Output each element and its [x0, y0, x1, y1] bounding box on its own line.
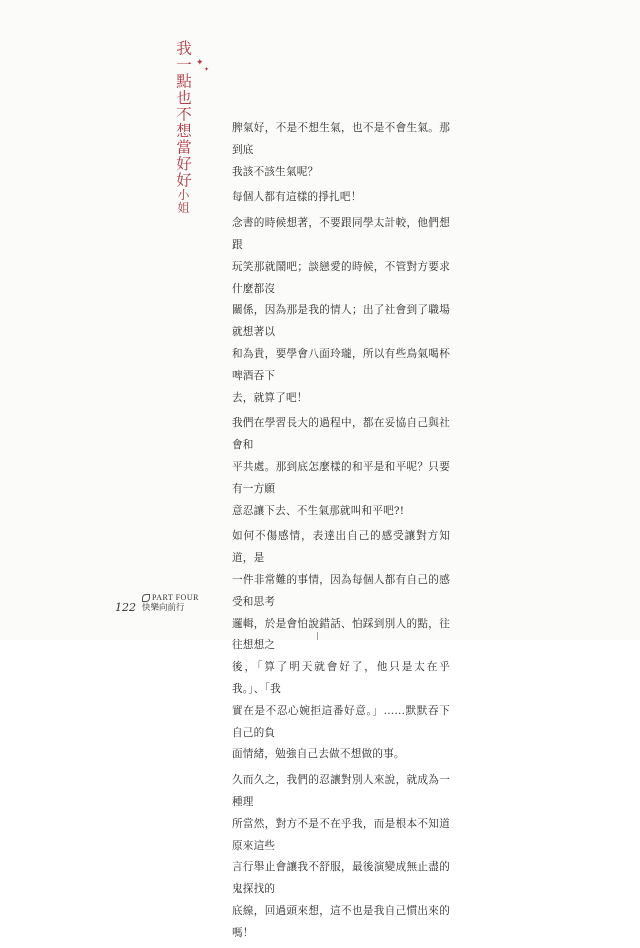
part-title: 快樂向前行: [142, 603, 185, 613]
sparkle-icon: ✦: [196, 58, 204, 68]
page-footer: [115, 592, 199, 614]
part-label-block: [142, 592, 199, 614]
paragraph-1: 脾氣好，不是不想生氣，也不是不會生氣。那到底 我該不該生氣呢？: [232, 122, 450, 178]
chapter-title-main: 我一點也不想當好好: [174, 40, 192, 189]
paragraph-4: 我們在學習長大的過程中，都在妥協自己與社會和 平共處。那到底怎麼樣的和平是和平呢？只要有一方願 意忍讓下去、不生氣那就叫和平吧?!: [232, 417, 450, 517]
paragraph-3: 念書的時候想著，不要跟同學太計較，他們想跟 玩笑那就鬧吧；談戀愛的時候，不管對方要求什麼都沒 關係，因為那是我的情人；出了社會到了職場就想著以 和為貴，要學會八面玲瓏，所以有些鳥氣喝杯啤酒吞下 去，就算了吧！: [232, 217, 450, 404]
body-text: [232, 118, 450, 948]
sparkle-small-icon: ✦: [204, 66, 210, 73]
part-label-text: PART FOUR: [152, 593, 199, 602]
part-label: [142, 592, 199, 603]
chapter-title-small: 小姐: [176, 188, 190, 215]
binding-mark: [317, 632, 318, 640]
paragraph-2: 每個人都有這樣的掙扎吧！: [232, 191, 362, 204]
page-number: 122: [115, 601, 136, 614]
leaf-icon: [142, 594, 150, 602]
chapter-side-title: [168, 40, 194, 215]
paragraph-5: 如何不傷感情，表達出自己的感受讓對方知道，是 一件非常難的事情，因為每個人都有自己的感受和思考 邏輯，於是會怕說錯話、怕踩到別人的點，往往想想之 後，「算了明天就會好了，他只是太在乎我。」、「我 實在是不忍心婉拒這番好意。」……默默吞下自己的負 面情緒，勉強自己去做不想做的事。: [232, 530, 450, 761]
paragraph-6: 久而久之，我們的忍讓對別人來說，就成為一種理 所當然，對方不是不在乎我，而是根本不知道原來這些 言行舉止會讓我不舒服，最後演變成無止盡的鬼探找的 底線，回過頭來想，這不也是我自己慣出來的嗎！: [232, 774, 450, 939]
